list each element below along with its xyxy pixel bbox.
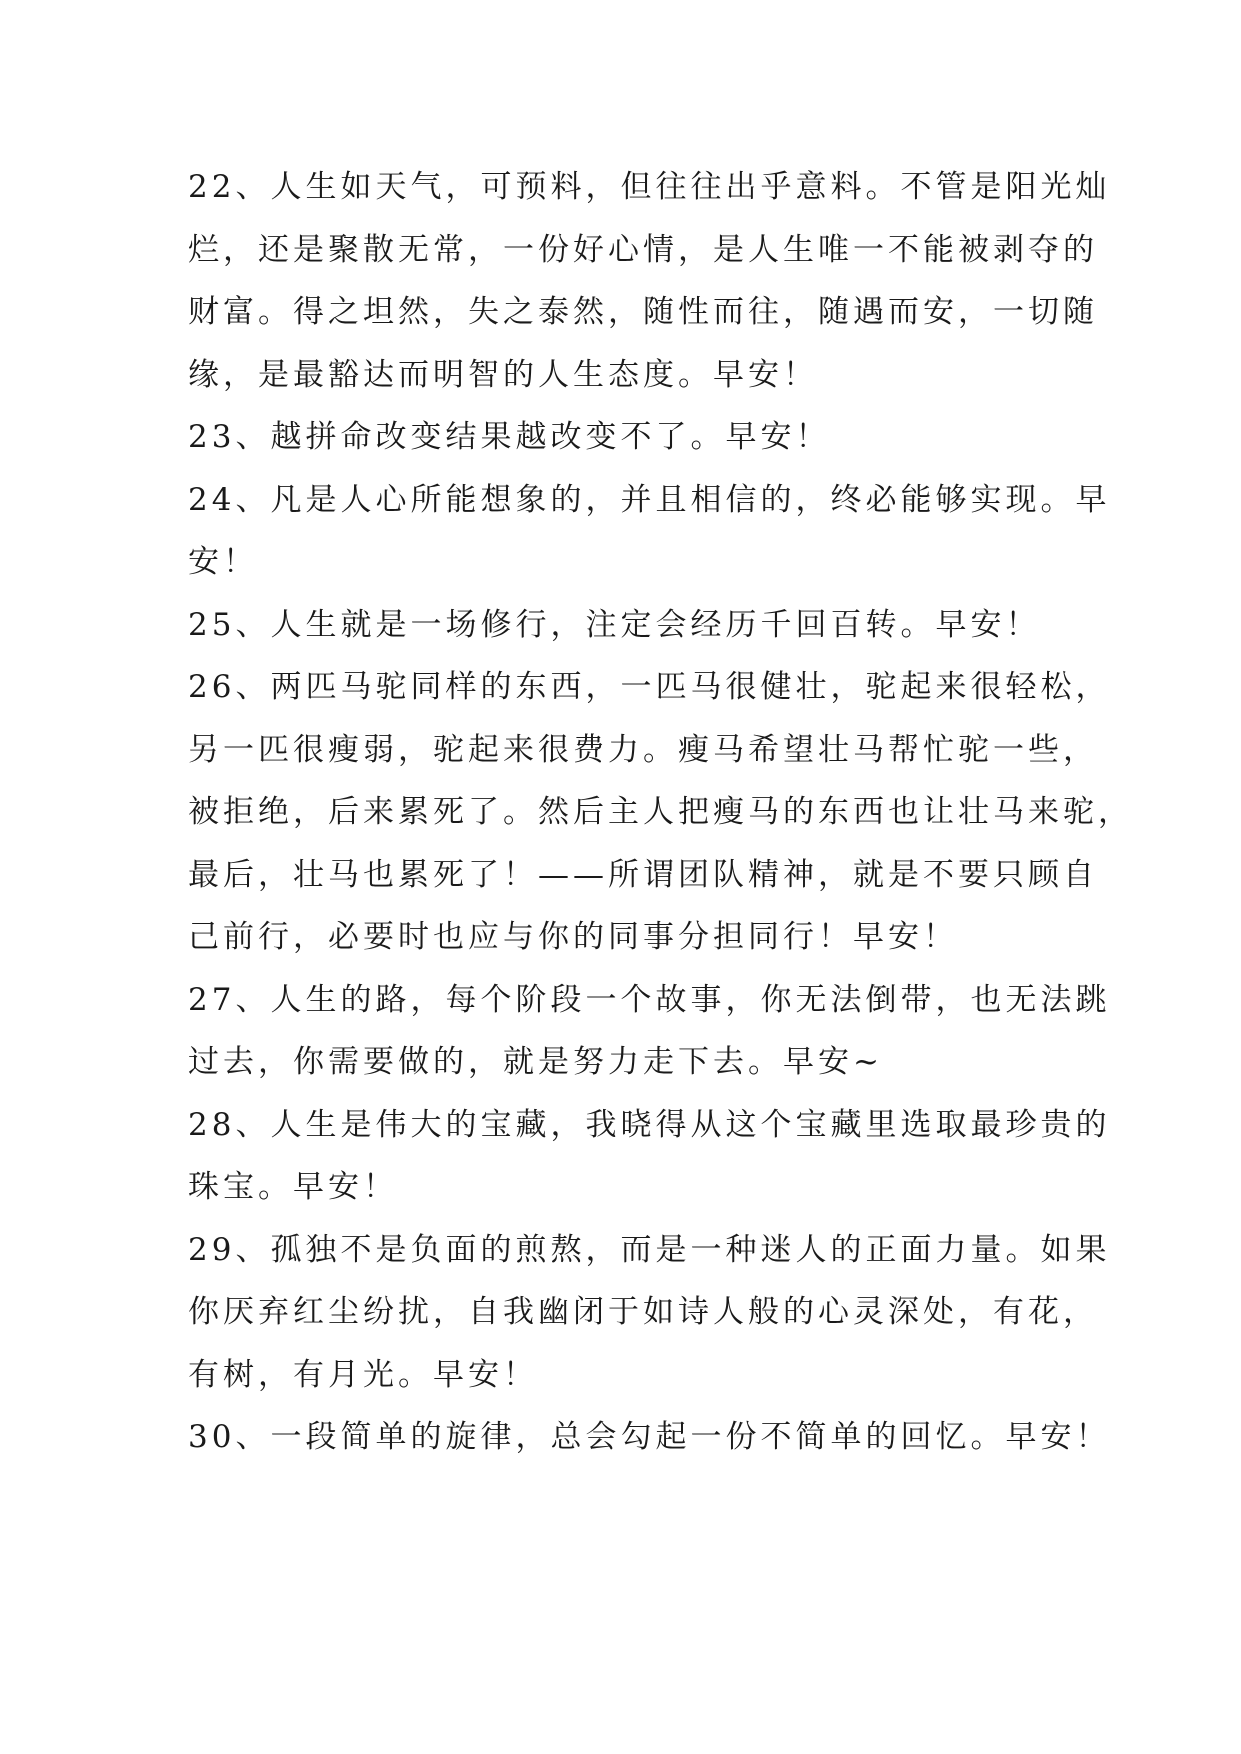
text-line: 缘，是最豁达而明智的人生态度。早安！ [188, 356, 818, 393]
text-line: 25、人生就是一场修行，注定会经历千回百转。早安！ [188, 606, 1041, 643]
text-line: 安！ [188, 544, 258, 580]
text-line: 过去，你需要做的，就是努力走下去。早安~ [188, 1044, 883, 1080]
text-line: 烂，还是聚散无常，一份好心情，是人生唯一不能被剥夺的 [188, 231, 1098, 268]
text-line: 29、孤独不是负面的煎熬，而是一种迷人的正面力量。如果 [188, 1231, 1111, 1268]
text-line: 被拒绝，后来累死了。然后主人把瘦马的东西也让壮马来驼， [188, 794, 1133, 830]
text-line: 22、人生如天气，可预料，但往往出乎意料。不管是阳光灿 [188, 169, 1111, 205]
text-line: 珠宝。早安！ [188, 1169, 398, 1205]
text-line: 24、凡是人心所能想象的，并且相信的，终必能够实现。早 [188, 481, 1111, 518]
text-line: 己前行，必要时也应与你的同事分担同行！早安！ [188, 919, 958, 955]
text-line: 26、两匹马驼同样的东西，一匹马很健壮，驼起来很轻松， [188, 669, 1111, 705]
text-line: 你厌弃红尘纷扰，自我幽闭于如诗人般的心灵深处，有花， [188, 1294, 1098, 1330]
document-body [188, 156, 1133, 1469]
text-line: 有树，有月光。早安！ [188, 1356, 538, 1393]
text-line: 28、人生是伟大的宝藏，我晓得从这个宝藏里选取最珍贵的 [188, 1106, 1111, 1143]
text-line: 另一匹很瘦弱，驼起来很费力。瘦马希望壮马帮忙驼一些， [188, 731, 1098, 768]
text-line: 最后，壮马也累死了！——所谓团队精神，就是不要只顾自 [188, 856, 1098, 893]
text-line: 23、越拼命改变结果越改变不了。早安！ [188, 419, 831, 455]
text-line: 30、一段简单的旋律，总会勾起一份不简单的回忆。早安！ [188, 1419, 1111, 1455]
text-line: 财富。得之坦然，失之泰然，随性而往，随遇而安，一切随 [188, 294, 1098, 330]
text-line: 27、人生的路，每个阶段一个故事，你无法倒带，也无法跳 [188, 981, 1111, 1018]
